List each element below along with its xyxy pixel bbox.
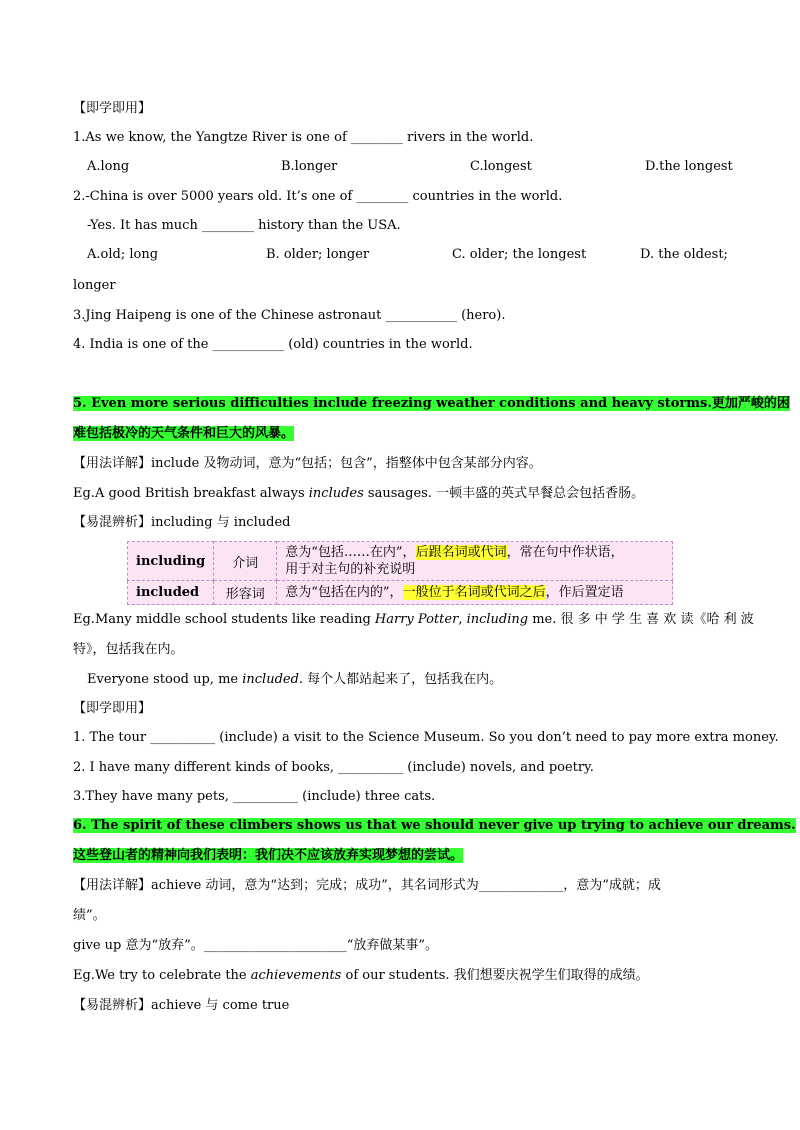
q2-option-b: B. older; longer: [266, 247, 370, 262]
point-6-title-wrap: [73, 847, 727, 865]
confusion-heading-2: 【易混辨析】achieve 与 come true: [73, 998, 290, 1013]
usage-achieve-wrap: 绩”。: [73, 908, 106, 923]
example-1-text: Eg.A good British breakfast always: [73, 486, 309, 501]
question-2: 2.-China is over 5000 years old. It’s one of ________ countries in the world.: [73, 189, 563, 204]
table-desc-text: 意为“包括……在内”，: [285, 545, 416, 560]
q2-option-c: C. older; the longest: [452, 247, 587, 262]
usage-give-up: give up 意为“放弃”。______________________“放弃做某事”。: [73, 938, 439, 953]
table-row: [128, 581, 673, 605]
example-1: [73, 485, 727, 503]
q2-option-d: D. the oldest;: [640, 247, 728, 262]
example-3-rest: . 每个人都站起来了，包括我在内。: [298, 672, 503, 687]
point-5-title: [73, 395, 790, 413]
table-pos: 介词: [214, 542, 277, 581]
point-5-title-en: 5. Even more serious difficulties include freezing weather conditions and heavy storms.: [73, 396, 712, 411]
table-desc-text: 意为“包括在内的”，: [285, 585, 403, 600]
example-2: [73, 611, 754, 629]
point-6-title: [73, 817, 796, 835]
point-6-title-cn: 这些登山者的精神向我们表明：我们决不应该放弃实现梦想的尝试。: [73, 848, 464, 863]
question-4: 4. India is one of the ___________ (old) countries in the world.: [73, 337, 473, 352]
confusion-heading: 【易混辨析】including 与 included: [73, 515, 291, 530]
example-2-italic: including: [466, 612, 529, 627]
q1-option-b: B.longer: [281, 159, 338, 174]
point-5-title-cn-1: 更加严峻的困: [711, 396, 790, 411]
table-desc-text: ，常在句中作状语，: [506, 545, 624, 560]
example-2-wrap: 特》，包括我在内。: [73, 642, 184, 657]
table-desc-text: 用于对主句的补充说明: [285, 562, 416, 577]
example-3: [87, 671, 727, 689]
usage-achieve: 【用法详解】achieve 动词，意为“达到；完成；成功”，其名词形式为_____________，意为“成就；成: [73, 878, 661, 893]
point-5-title-wrap: [73, 425, 727, 443]
example-4-rest: of our students. 我们想要庆祝学生们取得的成绩。: [341, 968, 649, 983]
q1-option-a: A.long: [87, 159, 130, 174]
q1-option-c: C.longest: [470, 159, 532, 174]
table-word: including: [128, 542, 214, 581]
example-1-italic: includes: [308, 486, 364, 501]
section-heading: 【即学即用】: [73, 701, 152, 716]
practice-3: 3.They have many pets, __________ (include) three cats.: [73, 789, 436, 804]
table-desc-highlight: 一般位于名词或代词之后: [402, 585, 546, 600]
example-2-italic: Harry Potter: [374, 612, 459, 627]
table-pos: 形容词: [214, 581, 277, 605]
example-1-rest: sausages. 一顿丰盛的英式早餐总会包括香肠。: [363, 486, 645, 501]
comparison-table: [127, 541, 673, 605]
example-2-text: Eg.Many middle school students like reading: [73, 612, 375, 627]
question-2-reply: -Yes. It has much ________ history than the USA.: [87, 218, 401, 233]
point-6-title-en: 6. The spirit of these climbers shows us that we should never give up trying to achieve our dreams.: [73, 818, 796, 833]
practice-1: 1. The tour __________ (include) a visit to the Science Museum. So you don’t need to pay more extra money.: [73, 730, 779, 745]
example-3-italic: included: [242, 672, 299, 687]
q1-option-d: D.the longest: [645, 159, 733, 174]
table-word: included: [128, 581, 214, 605]
table-desc: [277, 542, 673, 581]
example-2-text: ,: [458, 612, 467, 627]
question-1: 1.As we know, the Yangtze River is one of ________ rivers in the world.: [73, 130, 534, 145]
example-2-rest: me. 很 多 中 学 生 喜 欢 读《哈 利 波: [528, 612, 754, 627]
example-4-italic: achievements: [250, 968, 342, 983]
example-4-text: Eg.We try to celebrate the: [73, 968, 251, 983]
example-4: [73, 967, 727, 985]
practice-2: 2. I have many different kinds of books, __________ (include) novels, and poetry.: [73, 760, 594, 775]
point-5-title-cn-2: 难包括极冷的天气条件和巨大的风暴。: [73, 426, 295, 441]
q2-option-a: A.old; long: [87, 247, 159, 262]
table-desc: [277, 581, 673, 605]
example-3-text: Everyone stood up, me: [87, 672, 243, 687]
section-heading: 【即学即用】: [73, 101, 152, 116]
q2-option-d-wrap: longer: [73, 278, 116, 293]
table-desc-highlight: 后跟名词或代词: [415, 545, 507, 560]
usage-include: 【用法详解】include 及物动词，意为“包括；包含”，指整体中包含某部分内容。: [73, 456, 542, 471]
table-row: [128, 542, 673, 581]
table-desc-text: ，作后置定语: [545, 585, 624, 600]
question-3: 3.Jing Haipeng is one of the Chinese astronaut ___________ (hero).: [73, 308, 506, 323]
